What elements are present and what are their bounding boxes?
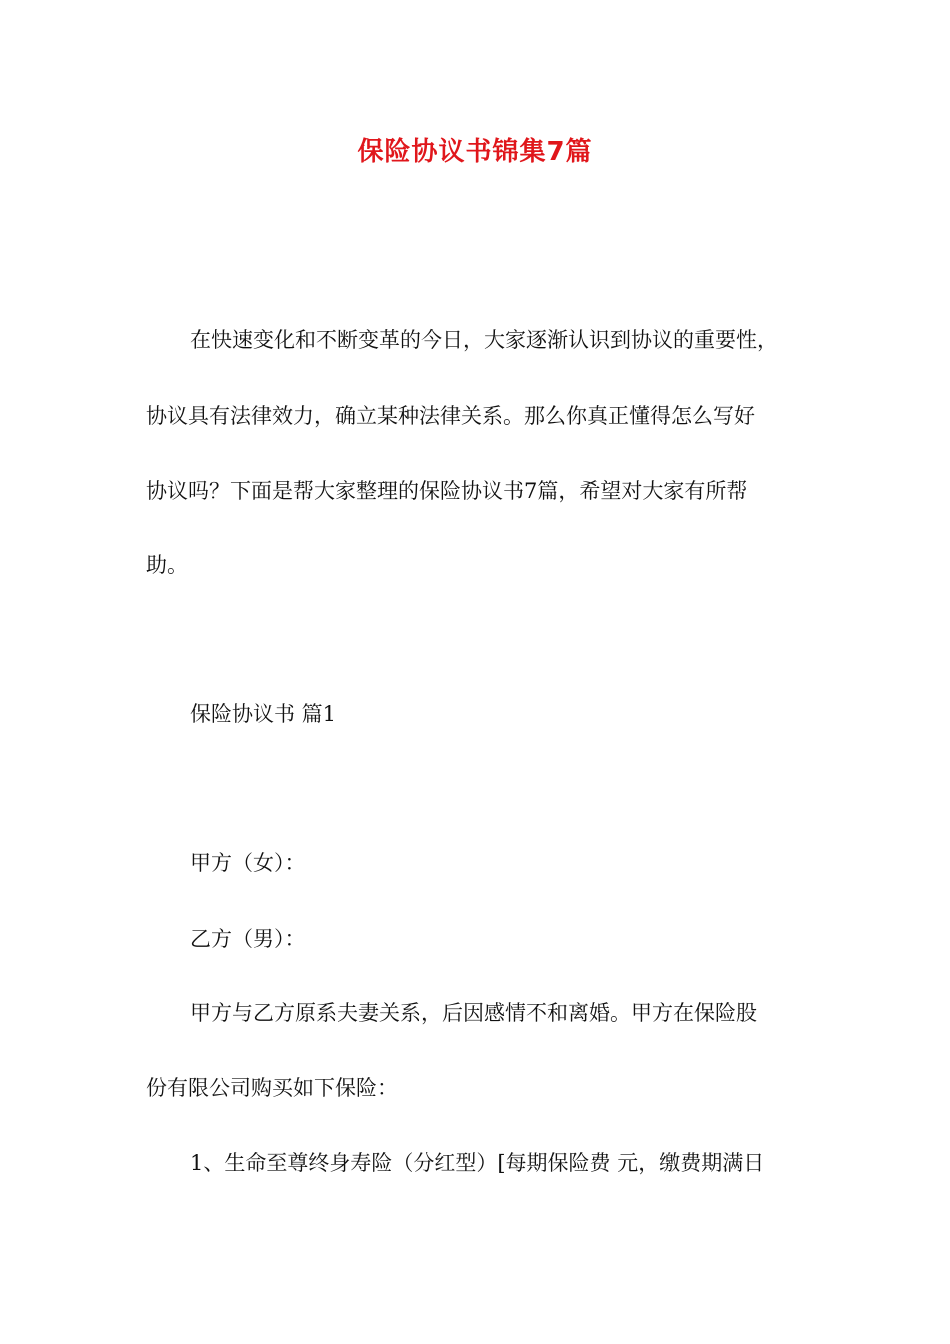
document-title: 保险协议书锦集7篇 (357, 137, 593, 167)
body-line-1: 甲方与乙方原系夫妻关系，后因感情不和离婚。甲方在保险股 (190, 1001, 757, 1025)
party-a-line: 甲方（女）： (190, 851, 306, 875)
section-heading: 保险协议书 篇1 (190, 702, 337, 726)
party-b-line: 乙方（男）： (190, 927, 306, 951)
intro-line-2: 协议具有法律效力，确立某种法律关系。那么你真正懂得怎么写好 (146, 404, 755, 428)
intro-line-1: 在快速变化和不断变革的今日，大家逐渐认识到协议的重要性， (190, 328, 778, 352)
intro-line-3: 协议吗？下面是帮大家整理的保险协议书7篇，希望对大家有所帮 (146, 479, 748, 503)
body-line-3: 1、生命至尊终身寿险（分红型）[每期保险费 元，缴费期满日 (190, 1151, 765, 1175)
body-line-2: 份有限公司购买如下保险： (146, 1076, 398, 1100)
intro-line-4: 助。 (146, 553, 188, 577)
